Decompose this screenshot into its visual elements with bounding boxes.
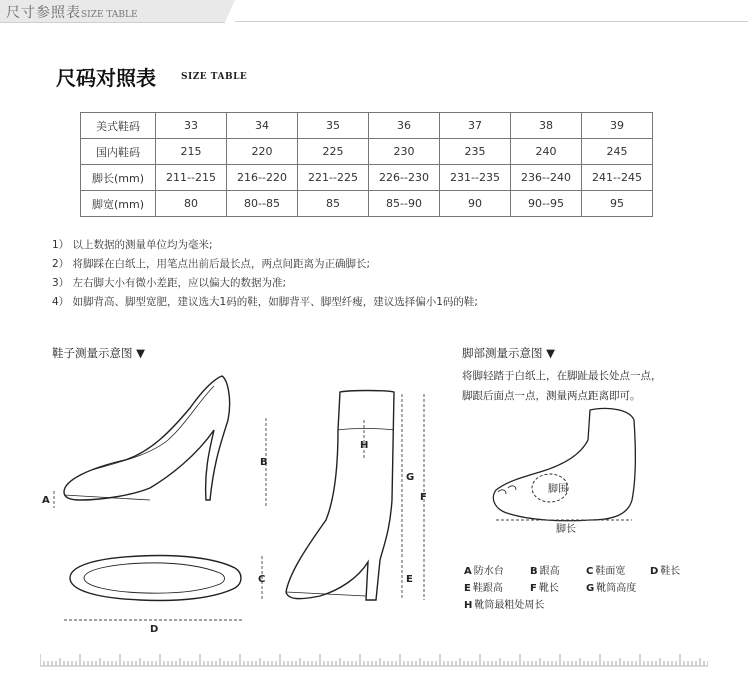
label-d: D bbox=[150, 624, 159, 635]
row-label: 国内鞋码 bbox=[81, 139, 156, 165]
table-cell: 34 bbox=[227, 113, 298, 139]
table-cell: 231--235 bbox=[440, 165, 511, 191]
table-cell: 80--85 bbox=[227, 191, 298, 217]
pump-side-illustration bbox=[64, 376, 230, 500]
label-c: C bbox=[258, 574, 266, 585]
table-cell: 85 bbox=[298, 191, 369, 217]
table-cell: 211--215 bbox=[156, 165, 227, 191]
shoe-diagram-title: 鞋子测量示意图 ▼ bbox=[52, 346, 145, 360]
table-cell: 38 bbox=[511, 113, 582, 139]
table-cell: 245 bbox=[582, 139, 653, 165]
pump-top-illustration bbox=[70, 556, 241, 601]
label-a: A bbox=[42, 495, 50, 506]
table-cell: 35 bbox=[298, 113, 369, 139]
foot-measure-description: 将脚轻踏于白纸上，在脚趾最长处点一点， 脚跟后面点一点，测量两点距离即可。 bbox=[462, 370, 662, 402]
page-title: 尺码对照表 bbox=[56, 66, 156, 90]
table-cell: 215 bbox=[156, 139, 227, 165]
table-cell: 85--90 bbox=[369, 191, 440, 217]
note-item: 4） 如脚背高、脚型宽肥，建议选大1码的鞋，如脚背平、脚型纤瘦，建议选择偏小1码的鞋; bbox=[52, 296, 478, 308]
foot-diagram-title: 脚部测量示意图 ▼ bbox=[462, 346, 555, 360]
table-cell: 230 bbox=[369, 139, 440, 165]
label-length: 脚长 bbox=[556, 524, 576, 535]
legend-item: G 靴筒高度 bbox=[586, 583, 637, 594]
note-item: 1） 以上数据的测量单位均为毫米; bbox=[52, 239, 213, 251]
table-cell: 33 bbox=[156, 113, 227, 139]
table-cell: 240 bbox=[511, 139, 582, 165]
header-title: 尺寸参照表SIZE TABLE bbox=[6, 5, 138, 21]
label-g: G bbox=[406, 472, 415, 483]
table-cell: 225 bbox=[298, 139, 369, 165]
table-cell: 36 bbox=[369, 113, 440, 139]
row-label: 脚长(mm) bbox=[81, 165, 156, 191]
foot-labels bbox=[548, 482, 576, 535]
legend-item: B 跟高 bbox=[530, 566, 560, 577]
table-cell: 90 bbox=[440, 191, 511, 217]
legend-item: C 鞋面宽 bbox=[586, 566, 626, 577]
label-girth: 脚围 bbox=[548, 484, 568, 495]
legend-item: D 鞋长 bbox=[650, 566, 681, 577]
table-cell: 235 bbox=[440, 139, 511, 165]
legend-item: F 靴长 bbox=[530, 583, 559, 594]
header-title-en: SIZE TABLE bbox=[81, 10, 138, 20]
legend-item: A 防水台 bbox=[464, 566, 504, 577]
table-cell: 90--95 bbox=[511, 191, 582, 217]
note-item: 3） 左右脚大小有微小差距，应以偏大的数据为准; bbox=[52, 277, 287, 289]
table-cell: 216--220 bbox=[227, 165, 298, 191]
table-cell: 236--240 bbox=[511, 165, 582, 191]
legend-item: H 靴筒最粗处周长 bbox=[464, 600, 545, 611]
label-h: H bbox=[360, 440, 369, 451]
row-label: 脚宽(mm) bbox=[81, 191, 156, 217]
table-cell: 241--245 bbox=[582, 165, 653, 191]
diagram-labels bbox=[42, 440, 427, 635]
table-cell: 37 bbox=[440, 113, 511, 139]
legend-item: E 鞋跟高 bbox=[464, 583, 503, 594]
foot-illustration bbox=[493, 408, 635, 520]
table-cell: 221--225 bbox=[298, 165, 369, 191]
ruler bbox=[40, 645, 708, 667]
label-e: E bbox=[406, 574, 413, 585]
table-cell: 95 bbox=[582, 191, 653, 217]
page-subtitle: SIZE TABLE bbox=[181, 72, 248, 82]
table-cell: 226--230 bbox=[369, 165, 440, 191]
table-cell: 220 bbox=[227, 139, 298, 165]
note-item: 2） 将脚踩在白纸上，用笔点出前后最长点，两点间距离为正确脚长; bbox=[52, 258, 371, 270]
row-label: 美式鞋码 bbox=[81, 113, 156, 139]
boot-illustration bbox=[286, 391, 394, 601]
label-b: B bbox=[260, 457, 268, 468]
label-f: F bbox=[420, 492, 427, 503]
table-cell: 39 bbox=[582, 113, 653, 139]
table-cell: 80 bbox=[156, 191, 227, 217]
